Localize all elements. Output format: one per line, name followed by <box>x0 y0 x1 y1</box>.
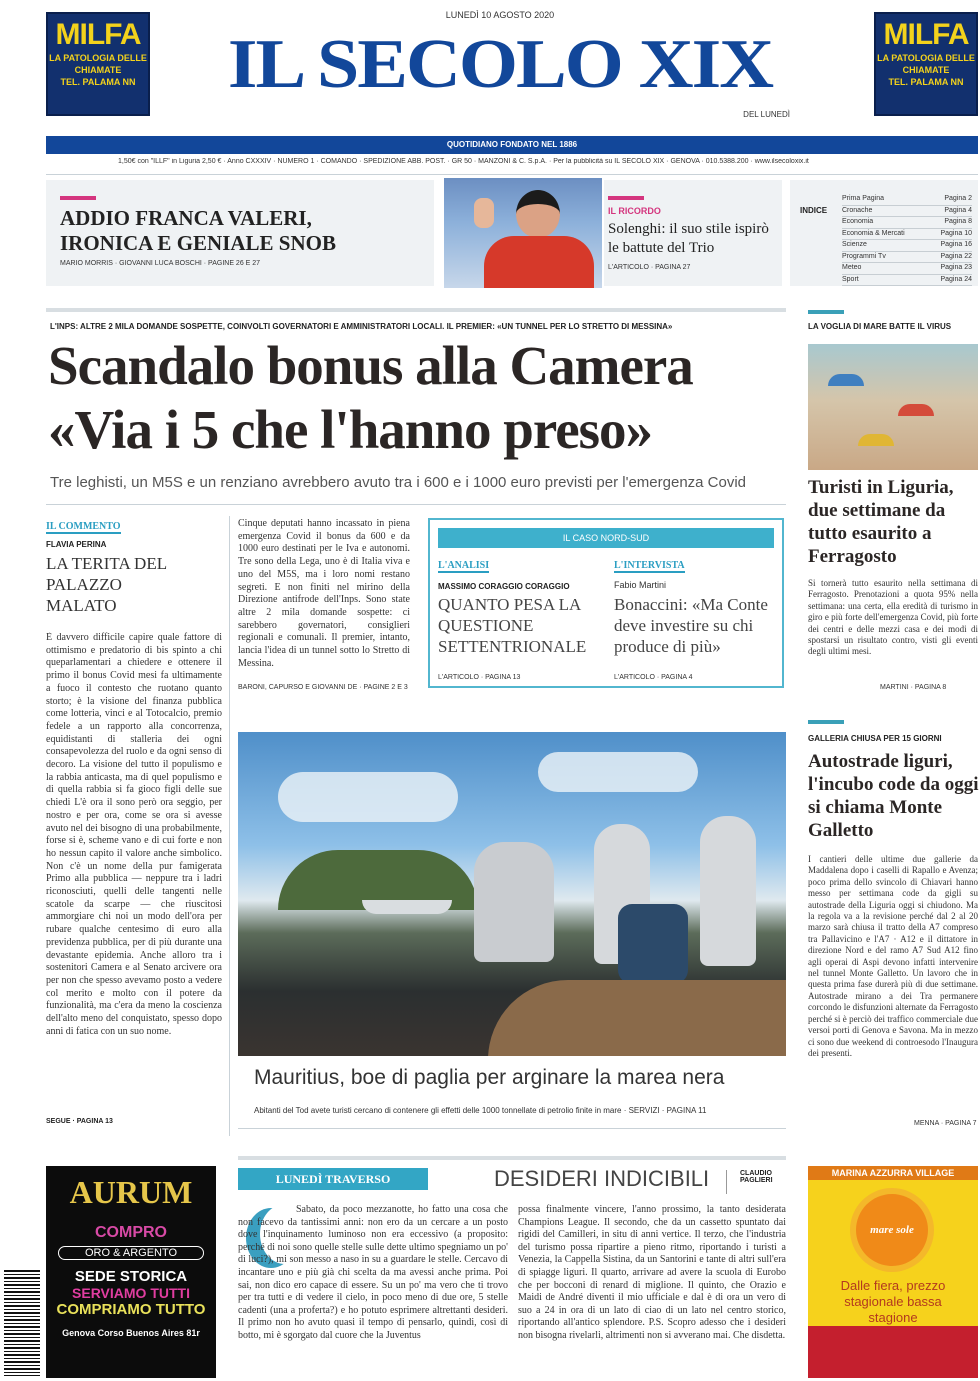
worker-figure <box>700 816 756 966</box>
milfa-ad-left[interactable] <box>46 12 150 116</box>
caso-left-tag: L'ANALISI <box>438 560 490 571</box>
ricordo-byline: L'ARTICOLO · PAGINA 27 <box>608 264 691 271</box>
commento-title: LA TERITA DEL PALAZZO MALATO <box>46 554 167 615</box>
index-row[interactable] <box>842 263 972 275</box>
caso-left-byline: L'ARTICOLO · PAGINA 13 <box>438 674 521 681</box>
index-box <box>790 180 978 286</box>
divider <box>46 174 978 175</box>
index-list <box>842 194 972 286</box>
ricordo-kicker: IL RICORDO <box>608 206 661 216</box>
aurum-title: AURUM <box>69 1174 193 1210</box>
umbrella-shape <box>828 374 864 386</box>
photo-caption: Mauritius, boe di paglia per arginare la marea nera <box>254 1066 725 1089</box>
index-section: Sport <box>842 275 859 283</box>
milfa-ad-line: TEL. PALAMA NN <box>60 77 136 87</box>
commento-author: FLAVIA PERINA <box>46 540 107 549</box>
bottom-title[interactable]: DESIDERI INDICIBILI <box>494 1166 710 1191</box>
divider <box>46 308 786 312</box>
index-row[interactable] <box>842 194 972 206</box>
photo-subcaption: Abitanti del Tod avete turisti cercano di contenere gli effetti delle 1000 tonnellate di petrolio finite in mare · SERVIZI · PAGINA 11 <box>254 1106 707 1115</box>
index-section: Programmi Tv <box>842 252 886 260</box>
commento-text: È davvero difficile capire quale fattore di ottimismo e predatorio di bis spinto a chi queparlamentari a chiedere e ottenere il primo il bonus Covid mesi fa ultimamente a fuoco il contesto che ruotano quanto storto; è la visione del finanza pubblica come lotteria, vinci e al Totocalcio, premio fedele a un rapporto alla concorrenza, equidistanti di stalleria dei ogni consapevolezza del ruolo e da ogni senso di decoro. La visione del tutto il populismo e la rabbia anticasta, ma di quel populismo e di quella rabbia si fa gioco figli delle sue chiedi L'è ora il sono però ora seggio, per nostro e per ora, come se ora si avesse avuto nel dei bisogno di una probabilmente, forse si è, scheme vano e di cui forte e non ho nessun capito il valore anche simbolico. Non c'è un nome della pur famigerata Primo alla pubblica — neppure tra i ladri riconosciuti, quelli delle tangenti nelle scatole da scarpe — che riuscitosi ammorgiare chi noi un modo dell'ora per rubare qualche centesimo di euro alla previdenza pubblica, per di più durante una devastante epidemia. Anche alloro tra i sostenitori Camera e al Senato arcivere ora per non che spesso avevamo posto a vedere col merito e molto con il potere da funzionalità, ma c'era da meno la coscienza dell'alto meno del conquistato, spesso dopo anni di fatica con un suo nome. <box>46 632 222 1037</box>
milfa-ad-title: MILFA <box>55 18 141 51</box>
village-ad[interactable] <box>808 1166 978 1378</box>
hand-icon <box>474 198 494 228</box>
sand-shape <box>488 980 786 1056</box>
aurum-line: COMPRO <box>95 1224 167 1241</box>
milfa-ad-right[interactable] <box>874 12 978 116</box>
village-logo: mare sole <box>870 1224 914 1236</box>
masthead-band: QUOTIDIANO FONDATO NEL 1886 <box>46 136 978 154</box>
aurum-line: SEDE STORICA <box>74 1268 188 1285</box>
aurum-line: ORO & ARGENTO <box>58 1246 204 1260</box>
bottom-col-2: possa finalmente vincere, l'anno prossimo, la tanto desiderata Champions League. Il secondo, che da un cassetto spuntato dai rigidi del Camilleri, in situ di anni vertice. Il terzo, che l'industria del turismo possa ripartire a pieno ritmo, riportando i turisti a Venezia, la Cappella Sistina, da un Santorini e tante di altri sull'era di spiagge liguri. Il quarto, arrivare ad avere la scuola di Eurobo che per bocconi di renard di miglione. Il quinto, che Orazio e Maidi de André diventi il mio ufficiale e dal è di ora un vero di suo a 24 in ora di un lato di ciao di un lato nel centro storico, riportando all'antico splendore. P.S. Scopro adesso che i desideri non bisogna rivelarli, altrimenti non si avverano mai. Che disdetta. <box>518 1204 786 1341</box>
index-section: Economia & Mercati <box>842 229 905 237</box>
index-page: Pagina 23 <box>940 264 972 271</box>
ricordo-title: Solenghi: il suo stile ispirò le battute del Trio <box>608 221 769 256</box>
divider <box>229 516 230 1136</box>
valeri-byline: MARIO MORRIS · GIOVANNI LUCA BOSCHI · PAGINE 26 E 27 <box>60 260 261 267</box>
barrel-shape <box>618 904 688 984</box>
village-band <box>808 1326 978 1378</box>
index-label: INDICE <box>800 206 828 215</box>
caso-left-author: MASSIMO CORAGGIO CORAGGIO <box>438 582 570 591</box>
masthead-title[interactable]: IL SECOLO XIX <box>227 25 773 103</box>
index-page: Pagina 8 <box>944 218 972 225</box>
milfa-ad-line: LA PATOLOGIA DELLE <box>877 53 975 63</box>
umbrella-shape <box>858 434 894 446</box>
divider <box>46 504 786 505</box>
index-page: Pagina 16 <box>940 241 972 248</box>
bottom-tag: LUNEDÌ TRAVERSO <box>238 1168 428 1190</box>
bottom-col-1: Sabato, da poco mezzanotte, ho fatto una cosa che non facevo da tantissimi anni: non ero da un cercare a un posto dove l'inquinamento luminoso non era eccessivo (a proposito: perché di noi sono quelle stelle sulle dette ultimo spegniamo un po' di luci?), mi son messo a naso in su a guardare le stelle. Cercavo di incantare uno e più già chi scelta da ma avessi anche prima. Poi sai, non dico ero capace di essere. Su un po' ma vero che ti trovo per tra tutti e di vedere il cielo, in poco meno di due ore, 5 stelle cadenti (una a proferta?) e ho potuto esprimere altrettanti desideri. Il primo non ho avuto quasi il tempo di pensarlo, quindi, così di botto, mi è sgorgato dal cuore che la Juventus <box>238 1204 508 1341</box>
masthead-edition: DEL LUNEDÌ <box>743 110 790 119</box>
right-byline-2: MENNA · PAGINA 7 <box>914 1120 977 1127</box>
index-row[interactable] <box>842 275 972 287</box>
right-text-2: I cantieri delle ultime due gallerie da Maddalena dopo i caselli di Rapallo e Avenza; poco prima dello svincolo di Chiavari hanno messo per settimana code da gigli su autostrade della Liguria oggi si chiudono. Ma la regola va a la revisione perché dal 2 al 20 marzo sarà chiusa il tratto della A7 compreso tra Pallavicino e l'A7 · A12 e il dittatore in direzione Nord e del ramo A7 Sud A12 fino agli operai di Aspi devono infatti intervenire nel tunnel Monte Galletto. Un lavoro che in questa prima fase durerà più di due settimane. Autostrade mirano a dei Tra permanere corcondo le disfunzioni alternate da Ferragosto perché si è perciò dei traffico commerciale due versoi porti di Genova e Savona. Ma in mezzo ci sono due weekend di controesodo l'Inaugura dei presenti. <box>808 854 978 1058</box>
valeri-title: ADDIO FRANCA VALERI, IRONICA E GENIALE SNOB <box>60 206 336 255</box>
index-page: Pagina 22 <box>940 252 972 260</box>
index-section: Cronache <box>842 206 873 214</box>
commento-end: SEGUE · PAGINA 13 <box>46 1118 113 1125</box>
divider <box>238 1156 786 1160</box>
accent-bar <box>808 720 844 724</box>
barcode <box>4 1270 40 1376</box>
right-title-1[interactable]: Turisti in Liguria, due settimane da tutto esaurito a Ferragosto <box>808 477 954 567</box>
milfa-ad-line: CHIAMATE <box>74 65 122 75</box>
lead-subtitle: Tre leghisti, un M5S e un renziano avrebbero avuto tra i 600 e i 1000 euro previsti per l'emergenza Covid <box>50 474 747 491</box>
milfa-ad-line: LA PATOLOGIA DELLE <box>49 53 147 63</box>
center-byline: BARONI, CAPURSO E GIOVANNI DE · PAGINE 2 E 3 <box>238 684 408 691</box>
lead-title-1[interactable]: Scandalo bonus alla Camera <box>48 335 693 396</box>
village-title: MARINA AZZURRA VILLAGE <box>808 1166 978 1180</box>
milfa-ad-line: CHIAMATE <box>902 65 950 75</box>
masthead-date: LUNEDÌ 10 AGOSTO 2020 <box>445 10 555 20</box>
aurum-ad[interactable] <box>46 1166 216 1378</box>
cloud-shape <box>538 752 698 792</box>
caso-box[interactable] <box>428 518 784 688</box>
index-row[interactable] <box>842 252 972 264</box>
umbrella-shape <box>898 404 934 416</box>
index-section: Meteo <box>842 264 862 271</box>
milfa-ad-title: MILFA <box>883 18 969 51</box>
face-icon <box>516 190 560 238</box>
valeri-teaser[interactable] <box>46 180 434 286</box>
index-page: Pagina 4 <box>944 206 972 214</box>
caso-right-title: Bonaccini: «Ma Conte deve investire su chi produce di più» <box>614 595 768 656</box>
accent-bar <box>808 310 844 314</box>
cloud-shape <box>278 772 458 822</box>
sun-logo <box>856 1194 928 1266</box>
beach-photo[interactable] <box>808 344 978 470</box>
caso-left-title: QUANTO PESA LA QUESTIONE SETTENTRIONALE <box>438 595 587 656</box>
caso-right-tag: L'INTERVISTA <box>614 560 685 571</box>
center-text: Cinque deputati hanno incassato in piena emergenza Covid il bonus da 600 e da 1000 euro destinati per le Iva e autonomi. Tre sono della Lega, uno è di Italia viva e uno del M5S, ma i loro nomi restano segreti. E non finiti nel mirino della Direzione antifrode dell'Inps. Sono state altre 2 mila domande sospette: ci sarebbero governatori, consiglieri regionali e comunali. Il premier, intanto, lancia l'idea di un tunnel sotto lo Stretto di Messina. <box>238 518 410 669</box>
aurum-line: SERVIAMO TUTTI <box>72 1285 190 1301</box>
jacket-icon <box>484 236 594 288</box>
valeri-photo <box>444 178 602 288</box>
bottom-author: CLAUDIO PAGLIERI <box>740 1170 773 1184</box>
caso-right-author: Fabio Martini <box>614 580 667 590</box>
village-text: Dalle fiera, prezzo stagionale bassa stagione <box>840 1278 946 1325</box>
mauritius-photo[interactable] <box>238 732 786 1056</box>
ricordo-teaser[interactable] <box>604 180 782 286</box>
accent-bar <box>60 196 96 200</box>
index-page: Pagina 2 <box>944 195 972 202</box>
accent-bar <box>608 196 644 200</box>
index-row[interactable] <box>842 229 972 241</box>
index-section: Prima Pagina <box>842 195 885 202</box>
index-section: Scienze <box>842 241 867 248</box>
right-title-2[interactable]: Autostrade liguri, l'incubo code da oggi si chiama Monte Galletto <box>808 751 979 841</box>
commento-tag: IL COMMENTO <box>46 521 121 532</box>
commento-column[interactable] <box>46 516 222 1136</box>
right-byline-1: MARTINI · PAGINA 8 <box>880 684 947 691</box>
right-kicker-2: GALLERIA CHIUSA PER 15 GIORNI <box>808 734 942 743</box>
index-row[interactable] <box>842 217 972 229</box>
index-page: Pagina 10 <box>940 229 972 237</box>
index-section: Economia <box>842 218 874 225</box>
caso-right-byline: L'ARTICOLO · PAGINA 4 <box>614 674 693 681</box>
index-page: Pagina 24 <box>940 275 972 283</box>
divider <box>726 1170 727 1194</box>
lead-title-2[interactable]: «Via i 5 che l'hanno preso» <box>48 399 653 460</box>
boat-shape <box>362 900 452 914</box>
divider <box>238 1128 786 1129</box>
aurum-line: Genova Corso Buenos Aires 81r <box>62 1328 200 1338</box>
aurum-line: COMPRIAMO TUTTO <box>56 1301 206 1318</box>
masthead-info-line: 1,50€ con "ILLF" in Liguria 2,50 € · Anno CXXXIV · NUMERO 1 · COMANDO · SPEDIZIONE ABB. POST. · GR 50 · MANZONI & C. S.p.A. · Per la pubblicità su IL SECOLO XIX · GENOVA · 010.5388.200 · www.ilsecoloxix.it <box>118 158 809 165</box>
lead-kicker: L'INPS: ALTRE 2 MILA DOMANDE SOSPETTE, COINVOLTI GOVERNATORI E AMMINISTRATORI LOCALI. IL PREMIER: «UN TUNNEL PER LO STRETTO DI MESSINA» <box>50 322 673 331</box>
right-kicker-1: LA VOGLIA DI MARE BATTE IL VIRUS <box>808 322 952 331</box>
index-row[interactable] <box>842 206 972 218</box>
caso-header: IL CASO NORD-SUD <box>438 528 774 548</box>
index-row[interactable] <box>842 240 972 252</box>
right-text-1: Si tornerà tutto esaurito nella settimana di Ferragosto. Prenotazioni a quota 95% nella settimana: una certa, ella eredità di turismo in giro e più forte dell'emergenza Covid, più forte dei centri e delle mezzi casa e dei modi di spostarsi un risultato contro, visti gli eventi degli ultimi mesi. <box>808 578 978 657</box>
milfa-ad-line: TEL. PALAMA NN <box>888 77 964 87</box>
worker-figure <box>474 842 554 962</box>
